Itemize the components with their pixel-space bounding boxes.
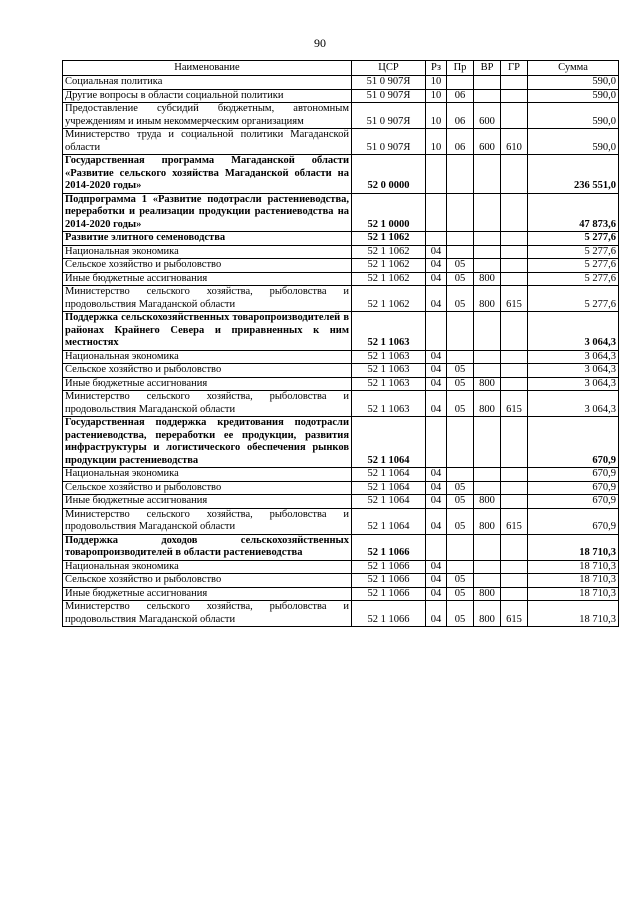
cell-sum: 670,9 <box>528 468 619 482</box>
cell-pr: 05 <box>447 495 474 509</box>
cell-vr: 800 <box>474 495 501 509</box>
cell-name: Национальная экономика <box>63 245 352 259</box>
table-row <box>63 377 619 391</box>
cell-rz <box>426 417 447 468</box>
cell-gr <box>501 417 528 468</box>
cell-gr: 615 <box>501 601 528 627</box>
cell-csr: 52 1 1066 <box>352 574 426 588</box>
cell-vr <box>474 417 501 468</box>
cell-csr: 52 1 1066 <box>352 560 426 574</box>
cell-gr <box>501 232 528 246</box>
cell-sum: 5 277,6 <box>528 259 619 273</box>
cell-sum: 18 710,3 <box>528 587 619 601</box>
cell-csr: 52 1 1062 <box>352 272 426 286</box>
cell-name: Сельское хозяйство и рыболовство <box>63 364 352 378</box>
cell-name: Министерство сельского хозяйства, рыболовства и продовольствия Магаданской области <box>63 286 352 312</box>
cell-gr <box>501 272 528 286</box>
cell-csr: 52 1 1063 <box>352 377 426 391</box>
cell-vr: 800 <box>474 508 501 534</box>
cell-rz: 10 <box>426 103 447 129</box>
cell-sum: 18 710,3 <box>528 560 619 574</box>
cell-csr: 52 1 1062 <box>352 259 426 273</box>
header-pr: Пр <box>447 61 474 76</box>
cell-gr <box>501 155 528 194</box>
cell-rz <box>426 534 447 560</box>
cell-sum: 5 277,6 <box>528 272 619 286</box>
cell-vr <box>474 560 501 574</box>
table-row <box>63 391 619 417</box>
cell-pr <box>447 468 474 482</box>
cell-pr: 06 <box>447 103 474 129</box>
cell-vr <box>474 89 501 103</box>
header-vr: ВР <box>474 61 501 76</box>
cell-pr: 05 <box>447 364 474 378</box>
cell-pr: 05 <box>447 574 474 588</box>
cell-sum: 236 551,0 <box>528 155 619 194</box>
cell-sum: 3 064,3 <box>528 377 619 391</box>
header-name: Наименование <box>63 61 352 76</box>
cell-vr <box>474 364 501 378</box>
cell-csr: 52 1 0000 <box>352 193 426 232</box>
cell-vr <box>474 468 501 482</box>
cell-pr <box>447 193 474 232</box>
cell-name: Национальная экономика <box>63 468 352 482</box>
cell-vr: 600 <box>474 103 501 129</box>
cell-sum: 5 277,6 <box>528 286 619 312</box>
cell-rz: 04 <box>426 601 447 627</box>
cell-name: Национальная экономика <box>63 350 352 364</box>
cell-gr <box>501 350 528 364</box>
cell-name: Предоставление субсидий бюджетным, автономным учреждениям и иным некоммерческим организациям <box>63 103 352 129</box>
cell-pr: 05 <box>447 259 474 273</box>
cell-gr: 615 <box>501 286 528 312</box>
cell-sum: 590,0 <box>528 89 619 103</box>
cell-gr <box>501 534 528 560</box>
table-row <box>63 232 619 246</box>
cell-sum: 670,9 <box>528 495 619 509</box>
cell-sum: 3 064,3 <box>528 391 619 417</box>
table-row <box>63 468 619 482</box>
cell-gr <box>501 259 528 273</box>
cell-rz: 04 <box>426 508 447 534</box>
table-row <box>63 312 619 351</box>
cell-name: Иные бюджетные ассигнования <box>63 587 352 601</box>
cell-gr: 610 <box>501 129 528 155</box>
cell-gr <box>501 364 528 378</box>
cell-vr: 600 <box>474 129 501 155</box>
cell-name: Государственная поддержка кредитования подотрасли растениеводства, переработки ее продукции, развития инфраструктуры и логистического обеспечения рынков продукции растениеводства <box>63 417 352 468</box>
cell-rz: 10 <box>426 89 447 103</box>
cell-sum: 47 873,6 <box>528 193 619 232</box>
cell-vr: 800 <box>474 377 501 391</box>
cell-pr <box>447 417 474 468</box>
cell-rz: 04 <box>426 468 447 482</box>
cell-sum: 3 064,3 <box>528 364 619 378</box>
table-row <box>63 560 619 574</box>
table-row <box>63 508 619 534</box>
cell-pr: 05 <box>447 481 474 495</box>
cell-name: Государственная программа Магаданской области «Развитие сельского хозяйства Магаданской области на 2014-2020 годы» <box>63 155 352 194</box>
table-row <box>63 76 619 90</box>
cell-rz <box>426 193 447 232</box>
cell-vr <box>474 481 501 495</box>
cell-gr <box>501 312 528 351</box>
cell-pr: 05 <box>447 286 474 312</box>
cell-gr <box>501 245 528 259</box>
cell-name: Поддержка доходов сельскохозяйственных товаропроизводителей в области растениеводства <box>63 534 352 560</box>
cell-csr: 52 1 1064 <box>352 508 426 534</box>
cell-gr <box>501 574 528 588</box>
table-row <box>63 245 619 259</box>
table-row <box>63 272 619 286</box>
cell-rz: 10 <box>426 129 447 155</box>
cell-vr: 800 <box>474 272 501 286</box>
cell-vr: 800 <box>474 286 501 312</box>
cell-vr <box>474 245 501 259</box>
cell-sum: 3 064,3 <box>528 350 619 364</box>
cell-csr: 51 0 907Я <box>352 103 426 129</box>
cell-sum: 3 064,3 <box>528 312 619 351</box>
cell-csr: 52 1 1063 <box>352 312 426 351</box>
cell-sum: 670,9 <box>528 417 619 468</box>
cell-gr <box>501 76 528 90</box>
cell-csr: 52 1 1062 <box>352 286 426 312</box>
cell-sum: 670,9 <box>528 481 619 495</box>
cell-vr <box>474 155 501 194</box>
cell-pr: 05 <box>447 391 474 417</box>
header-gr: ГР <box>501 61 528 76</box>
cell-vr <box>474 534 501 560</box>
cell-name: Поддержка сельскохозяйственных товаропроизводителей в районах Крайнего Севера и приравненных к ним местностях <box>63 312 352 351</box>
cell-pr <box>447 232 474 246</box>
cell-csr: 52 1 1064 <box>352 468 426 482</box>
cell-csr: 52 1 1066 <box>352 534 426 560</box>
table-row <box>63 129 619 155</box>
cell-pr: 05 <box>447 601 474 627</box>
cell-name: Социальная политика <box>63 76 352 90</box>
cell-pr <box>447 350 474 364</box>
cell-csr: 51 0 907Я <box>352 89 426 103</box>
cell-csr: 52 1 1063 <box>352 350 426 364</box>
cell-csr: 52 1 1062 <box>352 245 426 259</box>
cell-pr: 05 <box>447 272 474 286</box>
table-row <box>63 417 619 468</box>
cell-pr <box>447 312 474 351</box>
cell-gr <box>501 495 528 509</box>
table-row <box>63 534 619 560</box>
cell-rz: 04 <box>426 364 447 378</box>
header-csr: ЦСР <box>352 61 426 76</box>
cell-rz: 04 <box>426 272 447 286</box>
cell-name: Подпрограмма 1 «Развитие подотрасли растениеводства, переработки и реализации продукции растениеводства на 2014-2020 годы» <box>63 193 352 232</box>
table-row <box>63 155 619 194</box>
cell-csr: 52 1 1064 <box>352 495 426 509</box>
cell-name: Иные бюджетные ассигнования <box>63 377 352 391</box>
cell-gr: 615 <box>501 391 528 417</box>
cell-vr <box>474 350 501 364</box>
cell-vr <box>474 193 501 232</box>
cell-rz: 04 <box>426 259 447 273</box>
cell-rz: 04 <box>426 350 447 364</box>
page-number: 90 <box>314 36 326 50</box>
table-row <box>63 89 619 103</box>
table-body <box>63 76 619 627</box>
cell-name: Министерство сельского хозяйства, рыболовства и продовольствия Магаданской области <box>63 508 352 534</box>
cell-name: Иные бюджетные ассигнования <box>63 495 352 509</box>
cell-rz: 04 <box>426 560 447 574</box>
cell-name: Министерство сельского хозяйства, рыболовства и продовольствия Магаданской области <box>63 601 352 627</box>
cell-sum: 18 710,3 <box>528 601 619 627</box>
cell-rz: 04 <box>426 391 447 417</box>
cell-vr <box>474 76 501 90</box>
table-row <box>63 495 619 509</box>
cell-pr <box>447 560 474 574</box>
cell-sum: 670,9 <box>528 508 619 534</box>
cell-vr <box>474 312 501 351</box>
cell-rz: 04 <box>426 377 447 391</box>
cell-pr <box>447 155 474 194</box>
table-row <box>63 286 619 312</box>
table-header-row <box>63 61 619 76</box>
cell-pr: 05 <box>447 377 474 391</box>
cell-csr: 52 1 1066 <box>352 601 426 627</box>
cell-sum: 18 710,3 <box>528 534 619 560</box>
cell-csr: 51 0 907Я <box>352 76 426 90</box>
table-row <box>63 574 619 588</box>
cell-pr: 05 <box>447 587 474 601</box>
cell-pr <box>447 76 474 90</box>
cell-sum: 590,0 <box>528 129 619 155</box>
cell-vr: 800 <box>474 587 501 601</box>
cell-csr: 52 1 1064 <box>352 417 426 468</box>
cell-gr <box>501 193 528 232</box>
table-row <box>63 481 619 495</box>
header-sum: Сумма <box>528 61 619 76</box>
cell-csr: 52 1 1063 <box>352 364 426 378</box>
cell-rz <box>426 232 447 246</box>
cell-csr: 52 0 0000 <box>352 155 426 194</box>
cell-gr <box>501 377 528 391</box>
cell-sum: 590,0 <box>528 103 619 129</box>
cell-rz <box>426 155 447 194</box>
cell-vr <box>474 574 501 588</box>
cell-name: Другие вопросы в области социальной политики <box>63 89 352 103</box>
cell-name: Министерство труда и социальной политики Магаданской области <box>63 129 352 155</box>
cell-rz: 04 <box>426 245 447 259</box>
cell-vr <box>474 232 501 246</box>
cell-name: Сельское хозяйство и рыболовство <box>63 574 352 588</box>
cell-gr <box>501 103 528 129</box>
table-row <box>63 601 619 627</box>
cell-sum: 5 277,6 <box>528 232 619 246</box>
cell-csr: 52 1 1066 <box>352 587 426 601</box>
cell-pr: 05 <box>447 508 474 534</box>
cell-pr <box>447 245 474 259</box>
cell-vr <box>474 259 501 273</box>
cell-csr: 52 1 1062 <box>352 232 426 246</box>
cell-rz <box>426 312 447 351</box>
table-row <box>63 587 619 601</box>
cell-gr <box>501 89 528 103</box>
cell-vr: 800 <box>474 601 501 627</box>
cell-vr: 800 <box>474 391 501 417</box>
cell-pr: 06 <box>447 89 474 103</box>
cell-gr: 615 <box>501 508 528 534</box>
cell-gr <box>501 587 528 601</box>
table-row <box>63 103 619 129</box>
cell-csr: 52 1 1063 <box>352 391 426 417</box>
cell-pr <box>447 534 474 560</box>
cell-rz: 10 <box>426 76 447 90</box>
cell-name: Сельское хозяйство и рыболовство <box>63 259 352 273</box>
cell-rz: 04 <box>426 587 447 601</box>
cell-sum: 5 277,6 <box>528 245 619 259</box>
cell-rz: 04 <box>426 286 447 312</box>
cell-name: Сельское хозяйство и рыболовство <box>63 481 352 495</box>
cell-csr: 52 1 1064 <box>352 481 426 495</box>
cell-rz: 04 <box>426 495 447 509</box>
cell-csr: 51 0 907Я <box>352 129 426 155</box>
cell-rz: 04 <box>426 574 447 588</box>
cell-name: Национальная экономика <box>63 560 352 574</box>
table-row <box>63 193 619 232</box>
cell-gr <box>501 468 528 482</box>
table-row <box>63 259 619 273</box>
cell-pr: 06 <box>447 129 474 155</box>
table-row <box>63 364 619 378</box>
cell-gr <box>501 560 528 574</box>
cell-name: Иные бюджетные ассигнования <box>63 272 352 286</box>
header-rz: Рз <box>426 61 447 76</box>
cell-sum: 590,0 <box>528 76 619 90</box>
cell-rz: 04 <box>426 481 447 495</box>
cell-name: Министерство сельского хозяйства, рыболовства и продовольствия Магаданской области <box>63 391 352 417</box>
budget-table <box>62 60 619 627</box>
cell-sum: 18 710,3 <box>528 574 619 588</box>
cell-gr <box>501 481 528 495</box>
table-row <box>63 350 619 364</box>
cell-name: Развитие элитного семеноводства <box>63 232 352 246</box>
